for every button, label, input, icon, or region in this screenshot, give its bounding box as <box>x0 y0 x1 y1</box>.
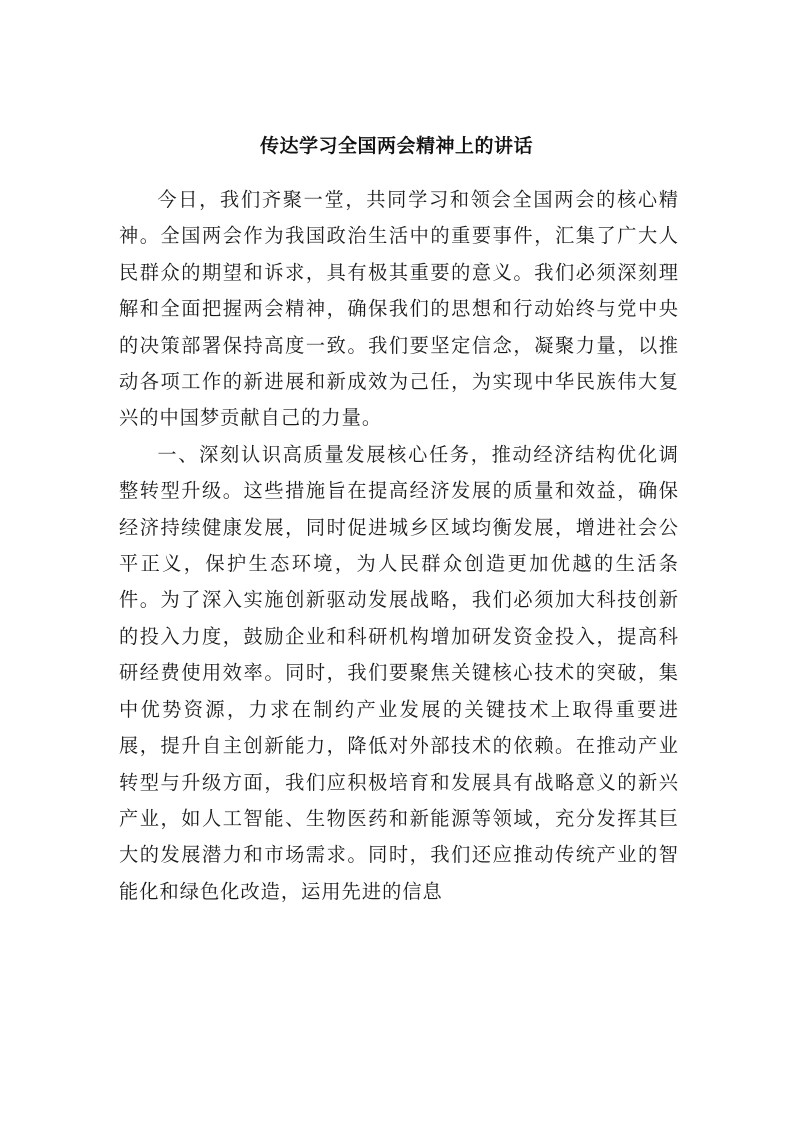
paragraph-intro: 今日，我们齐聚一堂，共同学习和领会全国两会的核心精神。全国两会作为我国政治生活中的重要事件，汇集了广大人民群众的期望和诉求，具有极其重要的意义。我们必须深刻理解和全面把握两会精神，确保我们的思想和行动始终与党中央的决策部署保持高度一致。我们要坚定信念，凝聚力量，以推动各项工作的新进展和新成效为己任，为实现中华民族伟大复兴的中国梦贡献自己的力量。 <box>119 188 679 430</box>
paragraph-section-one: 一、深刻认识高质量发展核心任务，推动经济结构优化调整转型升级。这些措施旨在提高经济发展的质量和效益，确保经济持续健康发展，同时促进城乡区域均衡发展，增进社会公平正义，保护生态环境，为人民群众创造更加优越的生活条件。为了深入实施创新驱动发展战略，我们必须加大科技创新的投入力度，鼓励企业和科研机构增加研发资金投入，提高科研经费使用效率。同时，我们要聚焦关键核心技术的突破，集中优势资源，力求在制约产业发展的关键技术上取得重要进展，提升自主创新能力，降低对外部技术的依赖。在推动产业转型与升级方面，我们应积极培育和发展具有战略意义的新兴产业，如人工智能、生物医药和新能源等领域，充分发挥其巨大的发展潜力和市场需求。同时，我们还应推动传统产业的智能化和绿色化改造，运用先进的信息 <box>119 442 679 903</box>
document-title: 传达学习全国两会精神上的讲话 <box>259 135 533 157</box>
document-body <box>119 182 679 910</box>
